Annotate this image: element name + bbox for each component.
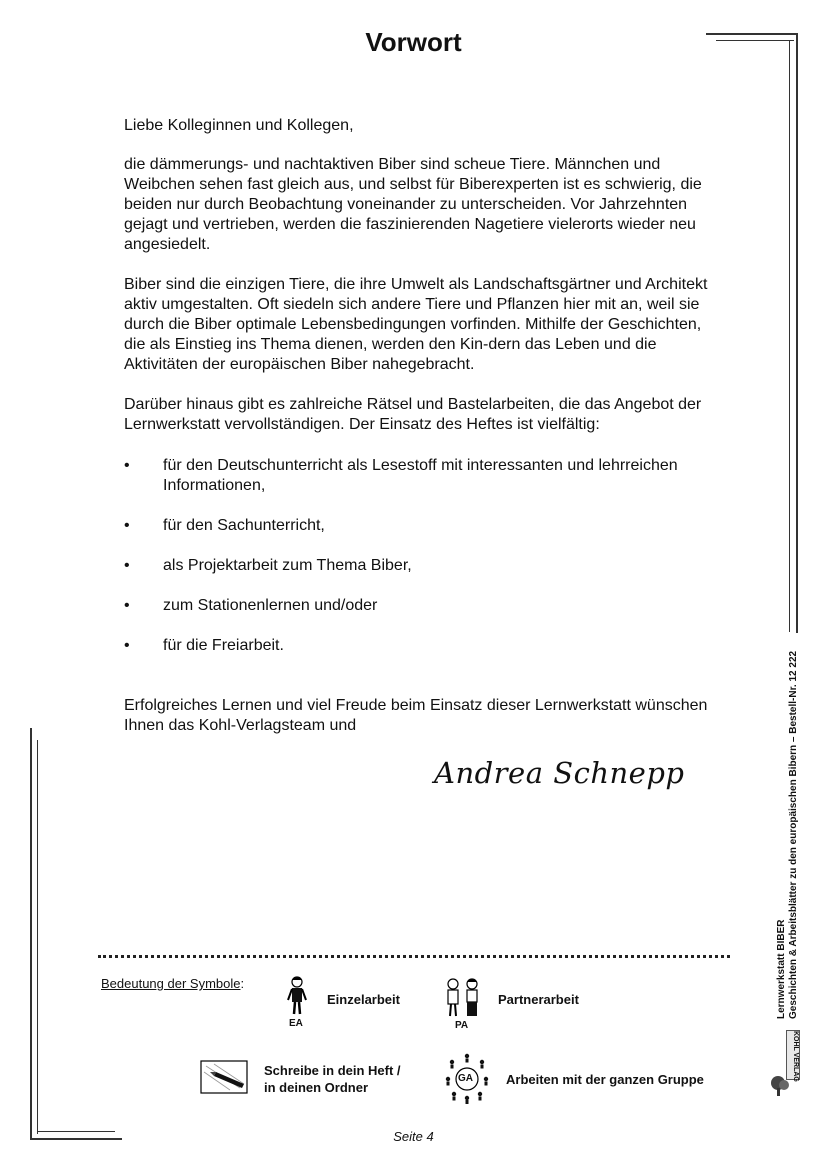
bullet-glyph: • xyxy=(124,597,130,614)
publisher-logo-text: KOHL VERLAG xyxy=(792,1031,799,1082)
ea-label: Einzelarbeit xyxy=(327,992,400,1007)
ga-label: Arbeiten mit der ganzen Gruppe xyxy=(506,1072,704,1087)
notebook-pen-icon xyxy=(200,1060,248,1094)
bullet-item: für den Deutschunterricht als Lesestoff mit interessanten und lehrreichen Informationen, xyxy=(163,457,678,494)
dotted-divider xyxy=(98,955,730,958)
bullet-glyph: • xyxy=(124,557,130,574)
write-label-line-1: Schreibe in dein Heft / xyxy=(264,1063,401,1078)
publisher-tree-icon xyxy=(768,1073,792,1097)
page-number: Seite 4 xyxy=(393,1129,434,1144)
legend-colon: : xyxy=(240,976,245,991)
side-text-line-2: Geschichten & Arbeitsblätter zu den europäischen Bibern – Bestell-Nr. 12 222 xyxy=(788,650,799,1019)
legend-label xyxy=(101,976,244,991)
bullet-item: als Projektarbeit zum Thema Biber, xyxy=(163,557,412,574)
bullet-glyph: • xyxy=(124,457,130,474)
bullet-item: für die Freiarbeit. xyxy=(163,637,284,654)
pa-label: Partnerarbeit xyxy=(498,992,579,1007)
paragraph-3: Darüber hinaus gibt es zahlreiche Rätsel und Bastelarbeiten, die das Angebot der Lernwerkstatt vervollständigen. Der Einsatz des Heftes ist vielfältig: xyxy=(124,396,702,433)
paragraph-2: Biber sind die einzigen Tiere, die ihre Umwelt als Landschaftsgärtner und Architekt aktiv umgestalten. Oft siedeln sich andere Tiere und Pflanzen hier mit an, weil sie durch die Biber optimale Lebensbedingungen vorfinden. Mithilfe der Geschichten, die als Einstieg ins Thema dienen, werden den Kin-dern das Leben und die Aktivitäten der europäischen Biber nahegebracht. xyxy=(124,276,708,373)
pa-code: PA xyxy=(455,1020,469,1031)
two-people-icon xyxy=(444,978,482,1020)
greeting: Liebe Kolleginnen und Kollegen, xyxy=(124,117,354,134)
write-label-line-2: in deinen Ordner xyxy=(264,1080,369,1095)
bullet-glyph: • xyxy=(124,517,130,534)
page-title: Vorwort xyxy=(365,27,462,57)
bullet-glyph: • xyxy=(124,637,130,654)
frame-left-vertical-inner xyxy=(37,740,38,1134)
legend-title: Bedeutung der Symbole xyxy=(101,976,241,991)
side-text-line-1: Lernwerkstatt BIBER xyxy=(776,919,787,1019)
signature: Andrea Schnepp xyxy=(434,756,685,790)
single-person-icon xyxy=(286,976,308,1018)
bullet-item: zum Stationenlernen und/oder xyxy=(163,597,378,614)
closing-paragraph: Erfolgreiches Lernen und viel Freude beim Einsatz dieser Lernwerkstatt wünschen Ihnen das Kohl-Verlagsteam und xyxy=(124,697,708,734)
bullet-item: für den Sachunterricht, xyxy=(163,517,325,534)
ea-code: EA xyxy=(289,1018,303,1029)
side-vertical-text xyxy=(776,639,800,1019)
paragraph-1: die dämmerungs- und nachtaktiven Biber sind scheue Tiere. Männchen und Weibchen sehen fast gleich aus, und selbst für Biberexperten ist es schwierig, die beiden nur durch Beobachtung voneinander zu unterscheiden. Vor Jahrzehnten gejagt und vertrieben, werden die faszinierenden Nagetiere vielerorts wieder neu angesiedelt. xyxy=(124,156,702,253)
ga-code: GA xyxy=(458,1073,473,1084)
frame-right-vertical xyxy=(796,33,798,633)
frame-left-vertical xyxy=(30,728,32,1140)
frame-right-vertical-inner xyxy=(789,40,790,632)
